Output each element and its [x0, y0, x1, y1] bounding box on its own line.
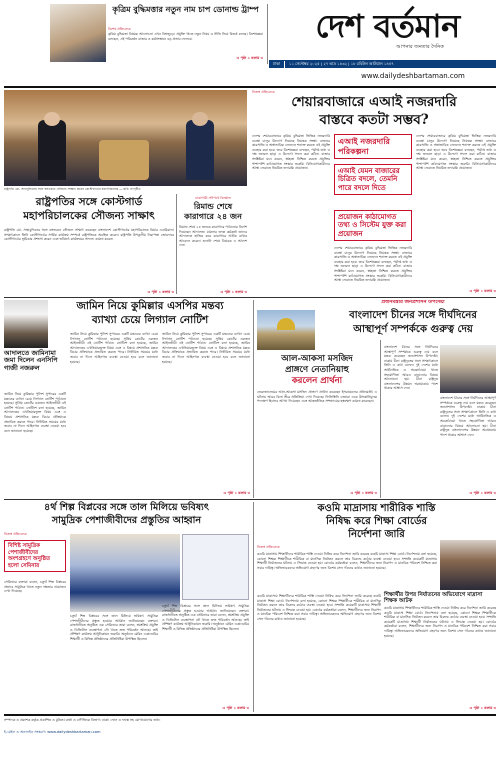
- comilla-body-col2: জামিন নিয়ে কুমিল্লার পুলিশ সুপারের একটি মন্তব্যের ব্যাখ্যা চেয়ে লিগ্যাল নোটিশ পাঠানো হয়েছে। সুপ্রিম কোর্টের একজন আইনজীবী এই নোটিশ পাঠান। নোটিশে বলা হয়েছে, জামিন আদালতের এখতিয়ারভুক্ত বিষয় এবং এ বিষয়ে প্রশাসনিক মন্তব্য বিচার প্রক্রিয়াকে প্রভাবিত করতে পারে। নির্ধারিত সময়ের মধ্যে জবাব না দিলে আইনগত ব্যবস্থা নেওয়া হবে বলে জানানো হয়েছে।: [162, 332, 250, 364]
- stock-box-1: এআই নজরদারি পরিকল্পনা: [334, 134, 412, 159]
- rule-footer: [4, 714, 496, 716]
- comilla-more[interactable]: এ পৃষ্ঠা ২ কলাম ৩: [223, 491, 250, 495]
- madrasa-headline-3: নির্দেশনা জারি: [348, 529, 405, 540]
- revolution-body-col2: চতুর্থ শিল্প বিপ্লবের সঙ্গে তাল মিলিয়ে ভবিষ্যৎ সামুদ্রিক পেশাজীবীদের প্রস্তুত হওয়ার আহ্বান জানিয়েছেন বক্তারা। রাজধানীতে অনুষ্ঠিত এক সেমিনারে তারা বলেন, স্বয়ংক্রিয় প্রযুক্তি ও ডিজিটাল ব্যবস্থাপনা নৌ খাতে দ্রুত পরিবর্তন আনছে। তাই প্রশিক্ষণ কার্যক্রম আধুনিকায়ন জরুরি। অনুষ্ঠানে মেরিন একাডেমির শিক্ষার্থী ও বিভিন্ন প্রতিষ্ঠানের প্রতিনিধিরা উপস্থিত ছিলেন।: [162, 604, 249, 631]
- madrasa-body-col3: কওমি মাদ্রাসায় শিক্ষার্থীদের শারীরিক শাস্তি দেওয়া নিষিদ্ধ করে নির্দেশনা জারি করেছে কওমি মাদ্রাসা শিক্ষা বোর্ড। নির্দেশনায় বলা হয়েছে, কোনো শিক্ষক শিক্ষার্থীকে শারীরিক বা মানসিক নির্যাতন করলে তার বিরুদ্ধে কঠোর ব্যবস্থা নেওয়া হবে। সম্প্রতি কয়েকটি মাদ্রাসায় শিক্ষার্থী নির্যাতনের ঘটনায় এ সিদ্ধান্ত নেওয়া হয়। বোর্ডের কর্মকর্তারা বলেন, শিক্ষার্থীদের জন্য নিরাপদ ও মানবিক পরিবেশ নিশ্চিত করা সবার দায়িত্ব। অভিভাবকদের অভিযোগ গ্রহণের জন্য বিশেষ সেল গঠনের কথাও জানানো হয়েছে।: [384, 606, 496, 638]
- side-more[interactable]: এ পৃষ্ঠা ২ কলাম ৩: [220, 290, 247, 294]
- comilla-headline-1: জামিন নিয়ে কুমিল্লার এসপির মন্তব্য: [76, 300, 224, 312]
- comilla-headline-2: ব্যাখ্যা চেয়ে লিগ্যাল নোটিশ: [91, 314, 209, 326]
- stock-headline-1: শেয়ারবাজারে এআই নজরদারি: [291, 94, 457, 110]
- side-headline-2: কারাগারে ২৪ জন: [184, 211, 242, 221]
- stock-kicker: নিজস্ব প্রতিবেদক: [252, 90, 275, 94]
- rule-top: [4, 86, 496, 88]
- china-more[interactable]: এ পৃষ্ঠা ২ কলাম ৩: [469, 491, 496, 495]
- revolution-headline-1: ৪র্থ শিল্প বিপ্লবের সঙ্গে তাল মিলিয়ে ভবিষ্যৎ: [44, 502, 209, 513]
- divider-bottom: [253, 502, 254, 712]
- revolution-more[interactable]: এ পৃষ্ঠা ২ কলাম ৩: [222, 706, 249, 710]
- coastguard-more[interactable]: এ পৃষ্ঠা ২ কলাম ৩: [147, 290, 174, 294]
- madrasa-byline: নিজস্ব প্রতিবেদক: [257, 545, 280, 549]
- alaqsa-photo: [257, 310, 315, 350]
- alaqsa-headline-2: প্রাঙ্গণে নেতানিয়াহু: [285, 365, 349, 375]
- masthead-divider: [267, 4, 268, 64]
- footer-line2[interactable]: ই-মেইল ও অনলাইন সংস্করণ: www.dailydeshbartaman.com: [4, 730, 101, 734]
- top-story-more[interactable]: এ পৃষ্ঠা ২ কলাম ৩: [236, 56, 263, 60]
- footer-line1: সম্পাদক ও প্রকাশক কর্তৃক প্রকাশিত ও মুদ্রিত। বার্তা ও বাণিজ্যিক বিভাগ: ঢাকা। ফোন ও ফ্যাক্স সহ যোগাযোগের তথ্য।: [4, 718, 161, 722]
- alaqsa-headline-3: করলেন প্রার্থনা: [291, 376, 343, 386]
- divider-china: [380, 340, 381, 498]
- side-body: রিমান্ড শেষে ২৪ জনকে কারাগারে পাঠানোর নির্দেশ দিয়েছেন আদালত। মামলার তদন্ত কর্মকর্তা তাদের আদালতে হাজির করে কারাগারে আটক রাখার আবেদন করেন। শুনানি শেষে বিচারক এ আদেশ দেন।: [179, 225, 247, 248]
- madrasa-headline-1: কওমি মাদ্রাসায় শারীরিক শাস্তি: [317, 503, 436, 514]
- revolution-sidebar: সেমিনারে বক্তারা বলেন, চতুর্থ শিল্প বিপ্লবের প্রভাবে সামুদ্রিক খাতে নতুন দক্ষতার প্রয়োজন দেখা দিয়েছে।: [4, 580, 66, 594]
- stock-headline-2: বাস্তবে কতটা সম্ভব?: [319, 112, 429, 128]
- date-bar: [269, 60, 496, 68]
- china-photo: [440, 345, 496, 393]
- top-story-byline: বিশেষ প্রতিবেদক: [108, 27, 131, 31]
- madrasa-photo: [440, 540, 496, 590]
- stock-body-col3: দেশের শেয়ারবাজারে কৃত্রিম বুদ্ধিমত্তা ভিত্তিক নজরদারি ব্যবস্থা চালুর উদ্যোগ নিয়েছে নিয়ন্ত্রক সংস্থা। বাজারে কারসাজি ও অস্বাভাবিক লেনদেন শনাক্ত করতে এই প্রযুক্তি ব্যবহার করা হবে। তবে বিশেষজ্ঞরা বলছেন, পর্যাপ্ত তথ্য ও দক্ষ জনবল ছাড়া এ উদ্যোগ সফল করা কঠিন। বাজার সংশ্লিষ্টরা মনে করেন, স্বচ্ছতা নিশ্চিত করতে প্রযুক্তির পাশাপাশি কাঠামোগত সংস্কার জরুরি। বিনিয়োগকারীদের আস্থা ফেরাতে নিয়মিত তদারকি প্রয়োজন।: [416, 134, 496, 171]
- revolution-body-col1: চতুর্থ শিল্প বিপ্লবের সঙ্গে তাল মিলিয়ে ভবিষ্যৎ সামুদ্রিক পেশাজীবীদের প্রস্তুত হওয়ার আহ্বান জানিয়েছেন বক্তারা। রাজধানীতে অনুষ্ঠিত এক সেমিনারে তারা বলেন, স্বয়ংক্রিয় প্রযুক্তি ও ডিজিটাল ব্যবস্থাপনা নৌ খাতে দ্রুত পরিবর্তন আনছে। তাই প্রশিক্ষণ কার্যক্রম আধুনিকায়ন জরুরি। অনুষ্ঠানে মেরিন একাডেমির শিক্ষার্থী ও বিভিন্ন প্রতিষ্ঠানের প্রতিনিধিরা উপস্থিত ছিলেন।: [70, 614, 158, 641]
- top-story-body: কৃত্রিম বুদ্ধিমত্তা বিষয়ক আলোচনা এখন বিশ্বজুড়ে। প্রযুক্তি খাতে নতুন নিয়ম ও নীতি নিয়ে বিতর্ক চলছে। বিশেষজ্ঞরা বলছেন, এই পরিবর্তন বাজার ও কর্মসংস্থানে বড় প্রভাব ফেলবে।: [108, 32, 263, 41]
- coastguard-body: রাষ্ট্রপতি মো. সাহাবুদ্দিনের সঙ্গে বঙ্গভবনে সৌজন্য সাক্ষাৎ করেছেন বাংলাদেশ কোস্টগার্ডের মহাপরিচালক রিয়ার এডমিরাল। সাক্ষাৎকালে তিনি কোস্টগার্ডের সার্বিক কার্যক্রম সম্পর্কে রাষ্ট্রপতিকে অবহিত করেন। রাষ্ট্রপতি উপকূলীয় নিরাপত্তা জোরদারে কোস্টগার্ডের ভূমিকার প্রশংসা করেন এবং ভবিষ্যৎ কার্যক্রমের সাফল্য কামনা করেন।: [4, 228, 174, 242]
- alaqsa-more[interactable]: এ পৃষ্ঠা ২ কলাম ৩: [350, 491, 377, 495]
- masthead-title: দেশ বর্তমান: [315, 7, 460, 45]
- revolution-inset-box: বিশিষ্ট সামুদ্রিক পেশাজীবীদের অংশগ্রহণে অনুষ্ঠিত হলো সেমিনার: [4, 540, 66, 572]
- china-headline-2: আস্থাপূর্ণ সম্পর্ককে গুরুত্ব দেয়: [353, 324, 473, 335]
- revolution-byline: নিজস্ব প্রতিবেদক: [4, 532, 27, 536]
- date-line: ১১ সেপ্টেম্বর ২০২৫ | ২৭ ভাদ্র ১৪৩২ | ১৮ রবিউল আউয়াল ১৪৪৭: [289, 60, 394, 66]
- president-meeting-photo: [4, 90, 247, 186]
- stock-more[interactable]: এ পৃষ্ঠা ২ কলাম ৩: [469, 289, 496, 293]
- stock-box-2: এআই যেমন বাজারের চিত্রিত বদলে, তেমনি পারে বদলে দিতে: [334, 164, 412, 195]
- madrasa-more[interactable]: এ পৃষ্ঠা ২ কলাম ৩: [469, 706, 496, 710]
- china-body-col2: বাংলাদেশ চীনের সঙ্গে দীর্ঘদিনের আস্থাপূর্ণ সম্পর্ককে গুরুত্ব দেয় বলে মন্তব্য করেছেন জনপ্রশাসন উপদেষ্টা। ঢাকায় চীনা রাষ্ট্রদূতের সঙ্গে সাক্ষাৎকালে তিনি এ কথা বলেন। দুই দেশের মধ্যে অর্থনৈতিক ও অবকাঠামো খাতে সহযোগিতা আরও বাড়ানোর বিষয়ে আলোচনা হয়। চীনা রাষ্ট্রদূত বাংলাদেশের উন্নয়ন অগ্রযাত্রায় পাশে থাকার আশ্বাস দেন।: [440, 396, 496, 437]
- stock-body-col2: দেশের শেয়ারবাজারে কৃত্রিম বুদ্ধিমত্তা ভিত্তিক নজরদারি ব্যবস্থা চালুর উদ্যোগ নিয়েছে নিয়ন্ত্রক সংস্থা। বাজারে কারসাজি ও অস্বাভাবিক লেনদেন শনাক্ত করতে এই প্রযুক্তি ব্যবহার করা হবে। তবে বিশেষজ্ঞরা বলছেন, পর্যাপ্ত তথ্য ও দক্ষ জনবল ছাড়া এ উদ্যোগ সফল করা কঠিন। বাজার সংশ্লিষ্টরা মনে করেন, স্বচ্ছতা নিশ্চিত করতে প্রযুক্তির পাশাপাশি কাঠামোগত সংস্কার জরুরি। বিনিয়োগকারীদের আস্থা ফেরাতে নিয়মিত তদারকি প্রয়োজন।: [334, 246, 412, 283]
- madrasa-body-col2: কওমি মাদ্রাসায় শিক্ষার্থীদের শারীরিক শাস্তি দেওয়া নিষিদ্ধ করে নির্দেশনা জারি করেছে কওমি মাদ্রাসা শিক্ষা বোর্ড। নির্দেশনায় বলা হয়েছে, কোনো শিক্ষক শিক্ষার্থীকে শারীরিক বা মানসিক নির্যাতন করলে তার বিরুদ্ধে কঠোর ব্যবস্থা নেওয়া হবে। সম্প্রতি কয়েকটি মাদ্রাসায় শিক্ষার্থী নির্যাতনের ঘটনায় এ সিদ্ধান্ত নেওয়া হয়। বোর্ডের কর্মকর্তারা বলেন, শিক্ষার্থীদের জন্য নিরাপদ ও মানবিক পরিবেশ নিশ্চিত করা সবার দায়িত্ব। অভিভাবকদের অভিযোগ গ্রহণের জন্য বিশেষ সেল গঠনের কথাও জানানো হয়েছে।: [257, 594, 381, 621]
- city: ঢাকা: [269, 61, 285, 68]
- china-body-col1: বাংলাদেশ চীনের সঙ্গে দীর্ঘদিনের আস্থাপূর্ণ সম্পর্ককে গুরুত্ব দেয় বলে মন্তব্য করেছেন জনপ্রশাসন উপদেষ্টা। ঢাকায় চীনা রাষ্ট্রদূতের সঙ্গে সাক্ষাৎকালে তিনি এ কথা বলেন। দুই দেশের মধ্যে অর্থনৈতিক ও অবকাঠামো খাতে সহযোগিতা আরও বাড়ানোর বিষয়ে আলোচনা হয়। চীনা রাষ্ট্রদূত বাংলাদেশের উন্নয়ন অগ্রযাত্রায় পাশে থাকার আশ্বাস দেন।: [384, 345, 438, 391]
- coastguard-caption: রাষ্ট্রপতি মো. সাহাবুদ্দিনের সঙ্গে বঙ্গভবনে সৌজন্য সাক্ষাৎ করেন কোস্টগার্ডের মহাপরিচালক — ছবি: সংগৃহীত: [4, 187, 141, 191]
- comilla-body-col0: জামিন নিয়ে কুমিল্লার পুলিশ সুপারের একটি মন্তব্যের ব্যাখ্যা চেয়ে লিগ্যাল নোটিশ পাঠানো হয়েছে। সুপ্রিম কোর্টের একজন আইনজীবী এই নোটিশ পাঠান। নোটিশে বলা হয়েছে, জামিন আদালতের এখতিয়ারভুক্ত বিষয় এবং এ বিষয়ে প্রশাসনিক মন্তব্য বিচার প্রক্রিয়াকে প্রভাবিত করতে পারে। নির্ধারিত সময়ের মধ্যে জবাব না দিলে আইনগত ব্যবস্থা নেওয়া হবে বলে জানানো হয়েছে।: [4, 392, 66, 433]
- stock-box-3: প্রয়োজন কাঠামোগত তথ্য ও সিস্টেম যুক্ত করা প্রয়োজন: [334, 210, 412, 241]
- madrasa-headline-2: নিষিদ্ধ করে শিক্ষা বোর্ডের: [326, 516, 427, 527]
- revolution-photo: [70, 534, 180, 612]
- rule-mid2: [4, 499, 496, 500]
- revolution-photo-banner: [182, 534, 249, 600]
- coastguard-headline-1: রাষ্ট্রপতির সঙ্গে কোস্টগার্ড: [35, 196, 143, 208]
- revolution-headline-2: সামুদ্রিক পেশাজীবীদের প্রস্তুতির আহ্বান: [51, 515, 202, 526]
- madrasa-body-col1: কওমি মাদ্রাসায় শিক্ষার্থীদের শারীরিক শাস্তি দেওয়া নিষিদ্ধ করে নির্দেশনা জারি করেছে কওমি মাদ্রাসা শিক্ষা বোর্ড। নির্দেশনায় বলা হয়েছে, কোনো শিক্ষক শিক্ষার্থীকে শারীরিক বা মানসিক নির্যাতন করলে তার বিরুদ্ধে কঠোর ব্যবস্থা নেওয়া হবে। সম্প্রতি কয়েকটি মাদ্রাসায় শিক্ষার্থী নির্যাতনের ঘটনায় এ সিদ্ধান্ত নেওয়া হয়। বোর্ডের কর্মকর্তারা বলেন, শিক্ষার্থীদের জন্য নিরাপদ ও মানবিক পরিবেশ নিশ্চিত করা সবার দায়িত্ব। অভিভাবকদের অভিযোগ গ্রহণের জন্য বিশেষ সেল গঠনের কথাও জানানো হয়েছে।: [257, 552, 437, 570]
- china-headline-1: বাংলাদেশ চীনের সঙ্গে দীর্ঘদিনের: [349, 310, 477, 321]
- masthead-tagline: আপনার জনতার দৈনিক: [396, 44, 444, 50]
- top-story-photo: [50, 4, 106, 62]
- website[interactable]: www.dailydeshbartaman.com: [361, 72, 465, 80]
- side-kicker: ঢাকাগামী নদীপথে বিক্ষোভ: [195, 196, 231, 200]
- comilla-inset: আদালতে জামিনামা জমা দিলেন এনসিপি গাজী নজরুল: [4, 349, 58, 372]
- alaqsa-headline-1: আল-আকসা মসজিদ: [281, 354, 353, 364]
- china-kicker: প্রধানমন্ত্রীর জনপ্রশাসন উপদেষ্টা: [381, 300, 445, 305]
- stock-body-col1: দেশের শেয়ারবাজারে কৃত্রিম বুদ্ধিমত্তা ভিত্তিক নজরদারি ব্যবস্থা চালুর উদ্যোগ নিয়েছে নিয়ন্ত্রক সংস্থা। বাজারে কারসাজি ও অস্বাভাবিক লেনদেন শনাক্ত করতে এই প্রযুক্তি ব্যবহার করা হবে। তবে বিশেষজ্ঞরা বলছেন, পর্যাপ্ত তথ্য ও দক্ষ জনবল ছাড়া এ উদ্যোগ সফল করা কঠিন। বাজার সংশ্লিষ্টরা মনে করেন, স্বচ্ছতা নিশ্চিত করতে প্রযুক্তির পাশাপাশি কাঠামোগত সংস্কার জরুরি। বিনিয়োগকারীদের আস্থা ফেরাতে নিয়মিত তদারকি প্রয়োজন।: [252, 134, 330, 171]
- side-headline-1: রিমান্ড শেষে: [193, 201, 233, 211]
- divider-mid: [253, 300, 254, 498]
- rule-mid1: [4, 297, 496, 298]
- coastguard-headline-2: মহাপরিচালকের সৌজন্য সাক্ষাৎ: [23, 210, 155, 222]
- comilla-body-col1: জামিন নিয়ে কুমিল্লার পুলিশ সুপারের একটি মন্তব্যের ব্যাখ্যা চেয়ে লিগ্যাল নোটিশ পাঠানো হয়েছে। সুপ্রিম কোর্টের একজন আইনজীবী এই নোটিশ পাঠান। নোটিশে বলা হয়েছে, জামিন আদালতের এখতিয়ারভুক্ত বিষয় এবং এ বিষয়ে প্রশাসনিক মন্তব্য বিচার প্রক্রিয়াকে প্রভাবিত করতে পারে। নির্ধারিত সময়ের মধ্যে জবাব না দিলে আইনগত ব্যবস্থা নেওয়া হবে বলে জানানো হয়েছে।: [70, 332, 158, 364]
- madrasa-photo-caption: শিক্ষার্থীর উপর নির্যাতনের অভিযোগে মাদ্রাসা শিক্ষক আটক: [384, 592, 483, 605]
- top-story-headline: কৃত্রিম বুদ্ধিমত্তার নতুন নাম চাপ ডোনাল্ড ট্রাম্প: [112, 4, 259, 14]
- comilla-photo: [4, 300, 48, 348]
- divider-side: [176, 194, 177, 294]
- alaqsa-body: জেরুজালেমের আল-আকসা মসজিদ প্রাঙ্গণে প্রার্থনা করেছেন ইসরায়েলের প্রধানমন্ত্রী। এ ঘটনায় আরব বিশ্বে তীব্র প্রতিক্রিয়া দেখা দিয়েছে। ফিলিস্তিনি নেতারা একে উসকানিমূলক পদক্ষেপ হিসেবে আখ্যা দিয়েছেন এবং আন্তর্জাতিক সম্প্রদায়ের হস্তক্ষেপ কামনা করেছেন।: [257, 390, 377, 404]
